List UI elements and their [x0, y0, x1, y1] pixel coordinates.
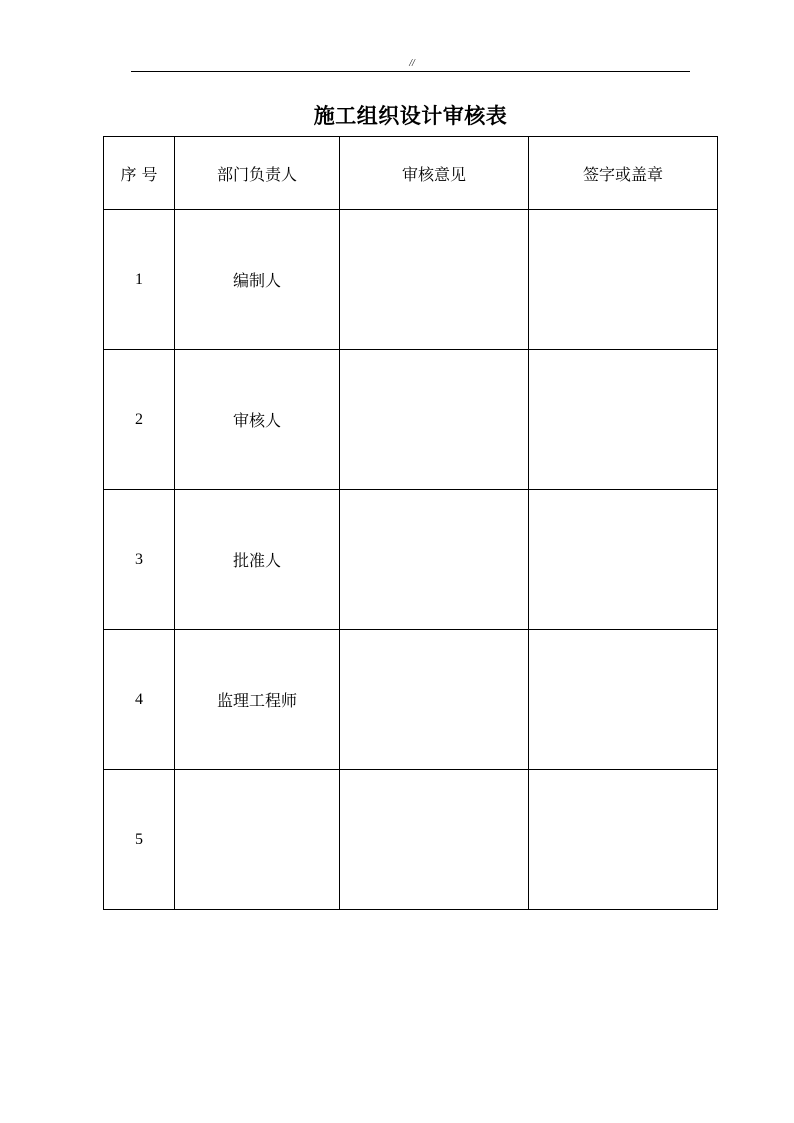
- row-seq: 3: [104, 490, 175, 630]
- table-row: [104, 210, 718, 350]
- row-signature-cell[interactable]: [529, 210, 718, 350]
- table-row: [104, 490, 718, 630]
- header-signature: 签字或盖章: [529, 137, 718, 210]
- table-header-row: [104, 137, 718, 210]
- table-row: [104, 770, 718, 910]
- document-title: 施工组织设计审核表: [313, 103, 508, 128]
- row-opinion-cell[interactable]: [340, 490, 529, 630]
- header-role: 部门负责人: [175, 137, 340, 210]
- row-seq: 5: [104, 770, 175, 910]
- header-rule: [131, 71, 690, 72]
- header-opinion: 审核意见: [340, 137, 529, 210]
- row-signature-cell[interactable]: [529, 770, 718, 910]
- row-signature-cell[interactable]: [529, 630, 718, 770]
- row-opinion-cell[interactable]: [340, 350, 529, 490]
- row-seq: 1: [104, 210, 175, 350]
- table-row: [104, 630, 718, 770]
- row-opinion-cell[interactable]: [340, 770, 529, 910]
- review-table: [103, 136, 718, 910]
- row-signature-cell[interactable]: [529, 350, 718, 490]
- row-opinion-cell[interactable]: [340, 630, 529, 770]
- row-role: 监理工程师: [175, 630, 340, 770]
- header-seq: 序 号: [104, 137, 175, 210]
- row-role: 批准人: [175, 490, 340, 630]
- row-signature-cell[interactable]: [529, 490, 718, 630]
- header-mark: //: [409, 58, 415, 69]
- row-role: [175, 770, 340, 910]
- row-seq: 4: [104, 630, 175, 770]
- row-role: 审核人: [175, 350, 340, 490]
- table-row: [104, 350, 718, 490]
- row-opinion-cell[interactable]: [340, 210, 529, 350]
- row-role: 编制人: [175, 210, 340, 350]
- row-seq: 2: [104, 350, 175, 490]
